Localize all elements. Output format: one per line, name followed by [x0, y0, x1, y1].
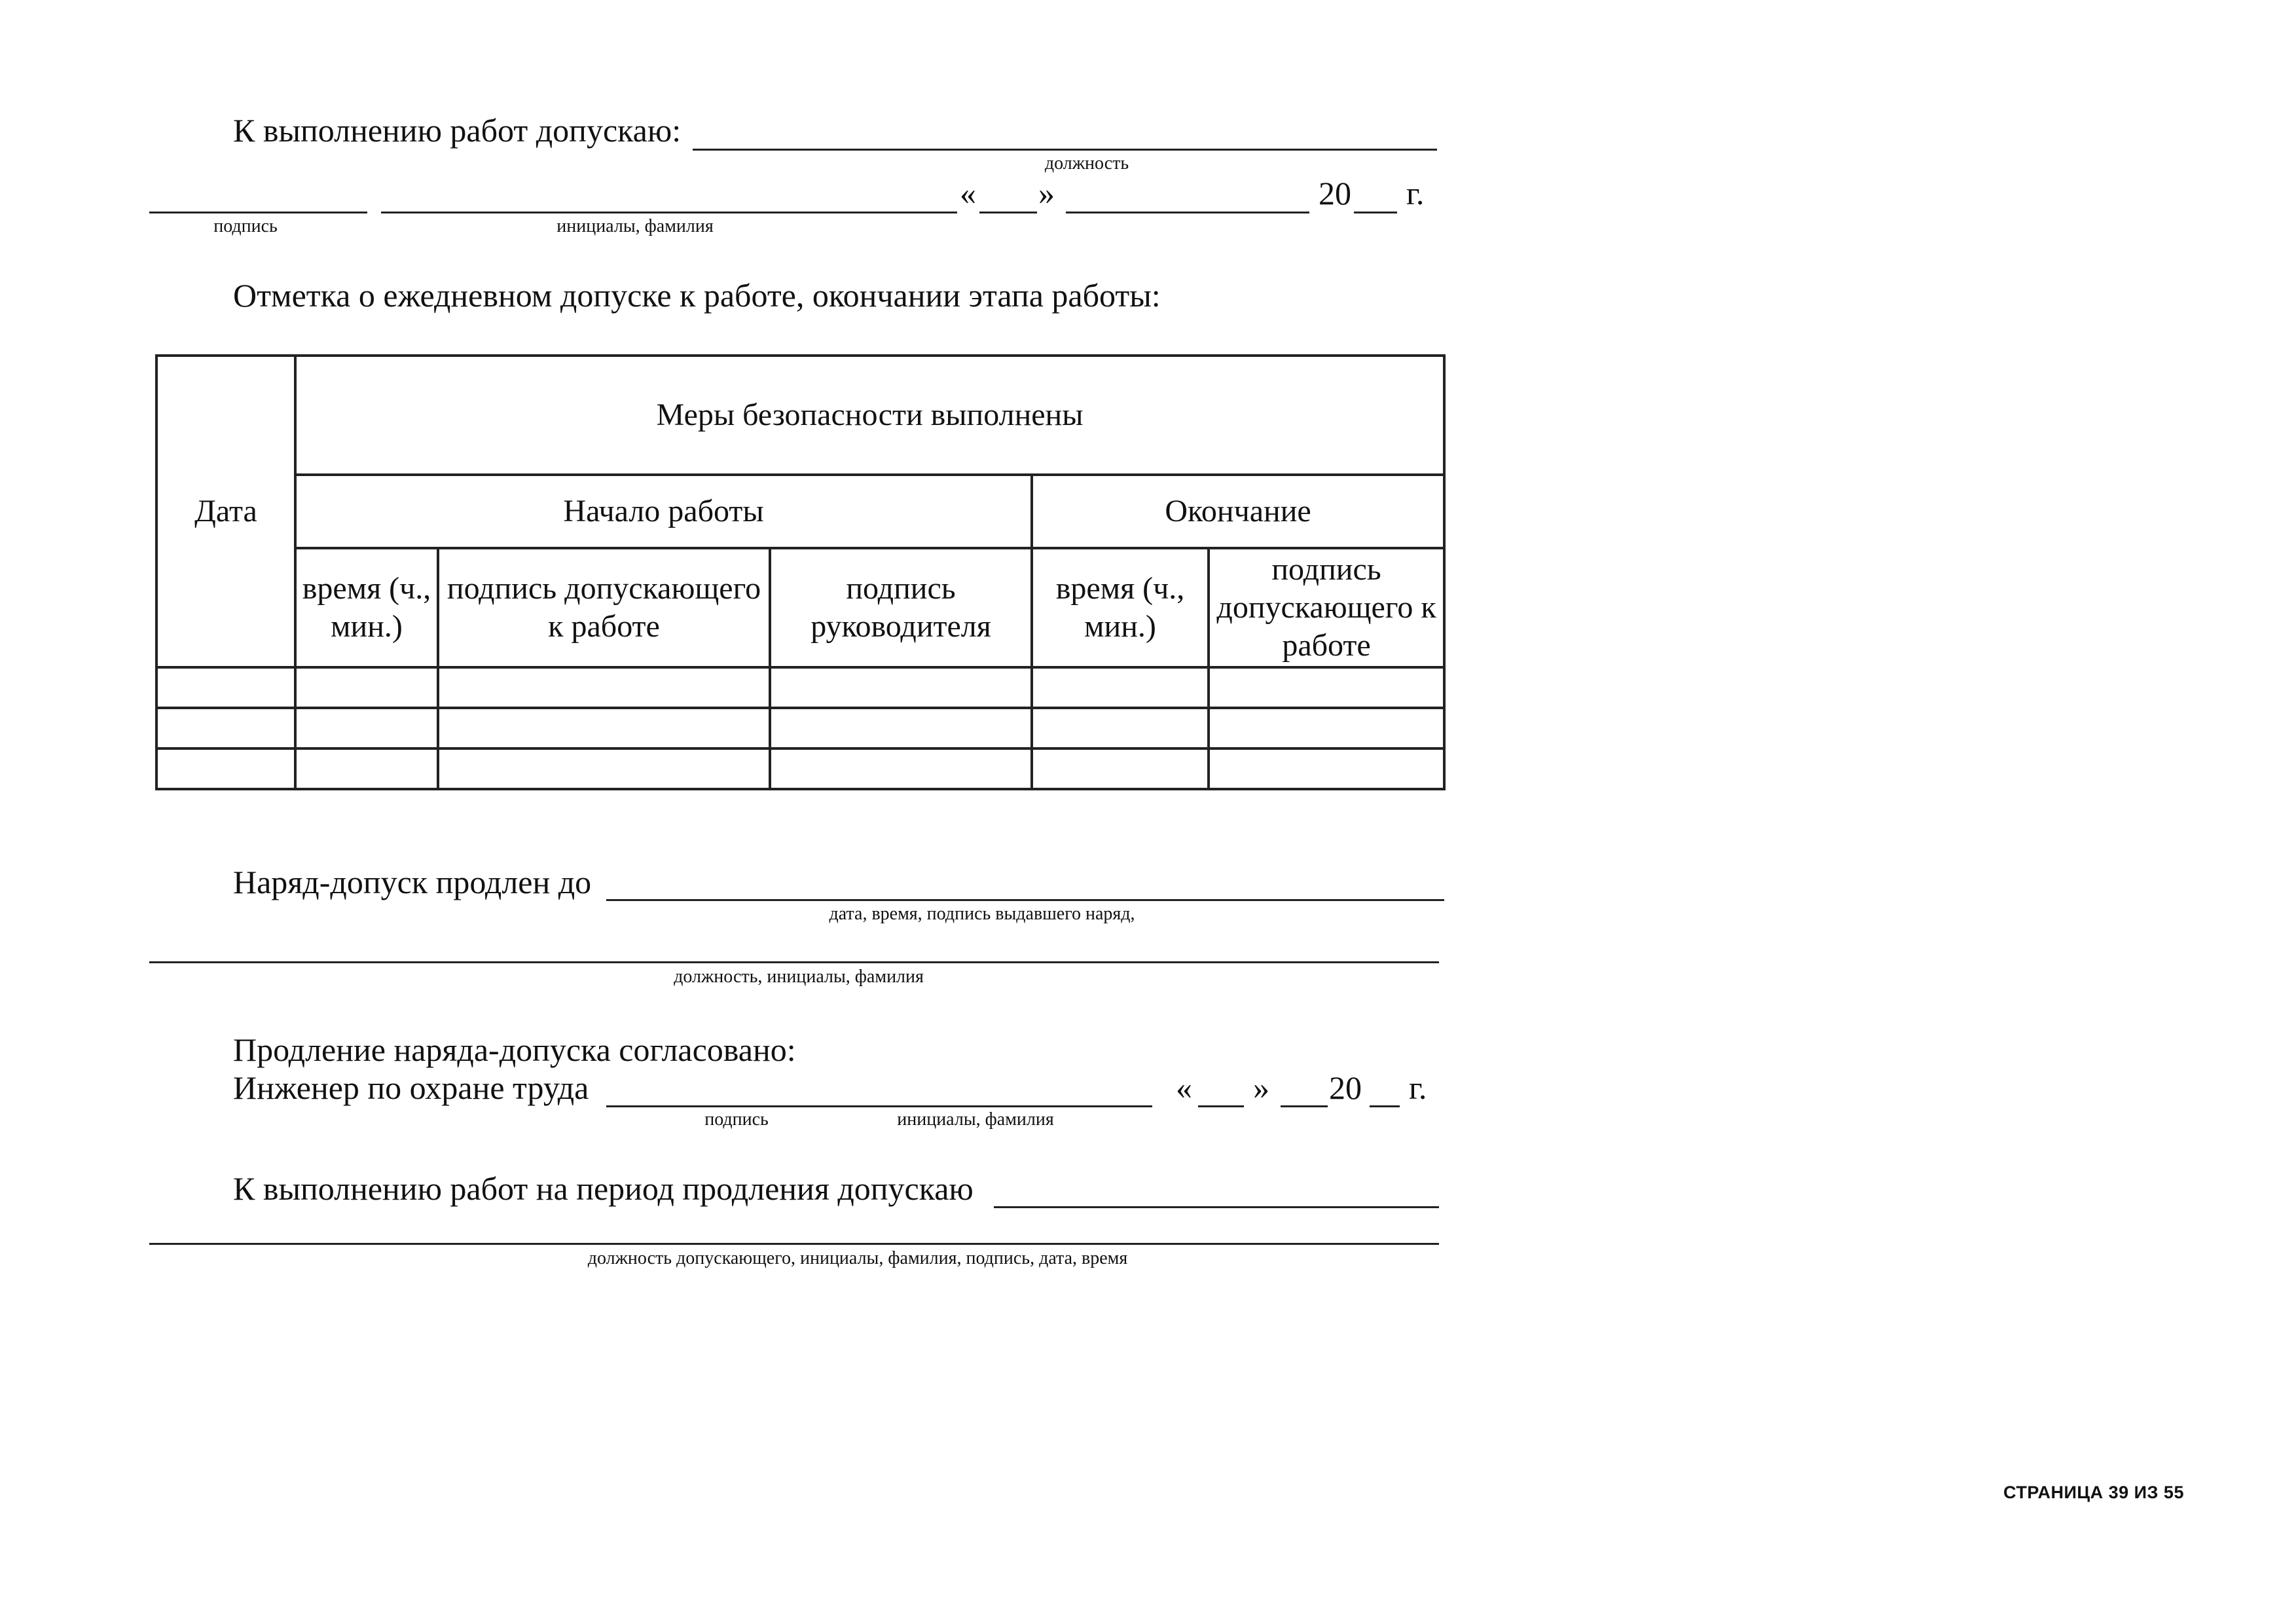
date-quote-open: « — [960, 175, 976, 212]
table-cell[interactable] — [156, 708, 295, 748]
year-line[interactable] — [1354, 212, 1397, 213]
table-cell[interactable] — [1209, 748, 1444, 789]
page-number: СТРАНИЦА 39 ИЗ 55 — [2003, 1483, 2184, 1502]
agreement-line-2: Инженер по охране труда — [233, 1069, 589, 1106]
name-line[interactable] — [381, 212, 957, 213]
table-cell[interactable] — [770, 708, 1032, 748]
period-admission-line[interactable] — [994, 1206, 1439, 1208]
table-cell[interactable] — [1209, 667, 1444, 708]
daily-admission-table — [155, 354, 1446, 790]
agreement-year-suffix: г. — [1409, 1069, 1427, 1106]
extension-line-2[interactable] — [149, 961, 1439, 963]
table-row — [156, 708, 1444, 748]
agreement-month-line[interactable] — [1281, 1105, 1328, 1107]
period-admission-label: К выполнению работ на период продления допускаю — [233, 1170, 974, 1207]
extension-caption-1: дата, время, подпись выдавшего наряд, — [829, 904, 1135, 924]
start-header: Начало работы — [295, 475, 1032, 548]
end-admitter-sign-column-header: подпись допускающего к работе — [1209, 548, 1444, 667]
month-line[interactable] — [1066, 212, 1309, 213]
agreement-year-line[interactable] — [1370, 1105, 1400, 1107]
extension-line[interactable] — [606, 899, 1444, 901]
table-cell[interactable] — [295, 708, 438, 748]
agreement-signature-caption: подпись — [704, 1109, 769, 1130]
signature-line[interactable] — [149, 212, 367, 213]
agreement-day-line[interactable] — [1198, 1105, 1244, 1107]
day-line[interactable] — [979, 212, 1037, 213]
period-admission-line-2[interactable] — [149, 1243, 1439, 1245]
agreement-quote-open: « — [1176, 1069, 1192, 1106]
table-cell[interactable] — [156, 748, 295, 789]
measures-header: Меры безопасности выполнены — [295, 356, 1444, 475]
position-caption: должность — [1044, 153, 1129, 174]
agreement-name-caption: инициалы, фамилия — [897, 1109, 1054, 1130]
position-line[interactable] — [693, 149, 1437, 151]
signature-caption: подпись — [213, 216, 278, 236]
table-cell[interactable] — [295, 748, 438, 789]
table-cell[interactable] — [1209, 708, 1444, 748]
table-row — [156, 748, 1444, 789]
admitter-sign-column-header: подпись допускающего к работе — [438, 548, 770, 667]
year-suffix: г. — [1406, 175, 1425, 212]
admission-label: К выполнению работ допускаю: — [233, 112, 682, 149]
name-caption: инициалы, фамилия — [556, 216, 714, 236]
year-prefix: 20 — [1319, 175, 1351, 212]
table-cell[interactable] — [770, 748, 1032, 789]
agreement-quote-close: » — [1253, 1069, 1269, 1106]
extension-label: Наряд-допуск продлен до — [233, 864, 592, 900]
table-cell[interactable] — [438, 748, 770, 789]
table-row — [156, 667, 1444, 708]
table-cell[interactable] — [295, 667, 438, 708]
daily-note-label: Отметка о ежедневном допуске к работе, окончании этапа работы: — [233, 277, 1161, 314]
agreement-year-prefix: 20 — [1329, 1069, 1362, 1106]
engineer-signature-line[interactable] — [606, 1105, 1152, 1107]
table-cell[interactable] — [1032, 708, 1209, 748]
table-cell[interactable] — [1032, 748, 1209, 789]
agreement-line-1: Продление наряда-допуска согласовано: — [233, 1031, 796, 1068]
date-quote-close: » — [1038, 175, 1055, 212]
table-cell[interactable] — [438, 708, 770, 748]
extension-caption-2: должность, инициалы, фамилия — [674, 967, 924, 987]
date-header: Дата — [156, 356, 295, 667]
period-admission-caption: должность допускающего, инициалы, фамилия, подпись, дата, время — [587, 1248, 1128, 1268]
manager-sign-column-header: подпись руководителя — [770, 548, 1032, 667]
table-cell[interactable] — [1032, 667, 1209, 708]
end-time-column-header: время (ч., мин.) — [1032, 548, 1209, 667]
table-cell[interactable] — [438, 667, 770, 708]
end-header: Окончание — [1032, 475, 1444, 548]
table-cell[interactable] — [770, 667, 1032, 708]
time-column-header: время (ч., мин.) — [295, 548, 438, 667]
table-cell[interactable] — [156, 667, 295, 708]
